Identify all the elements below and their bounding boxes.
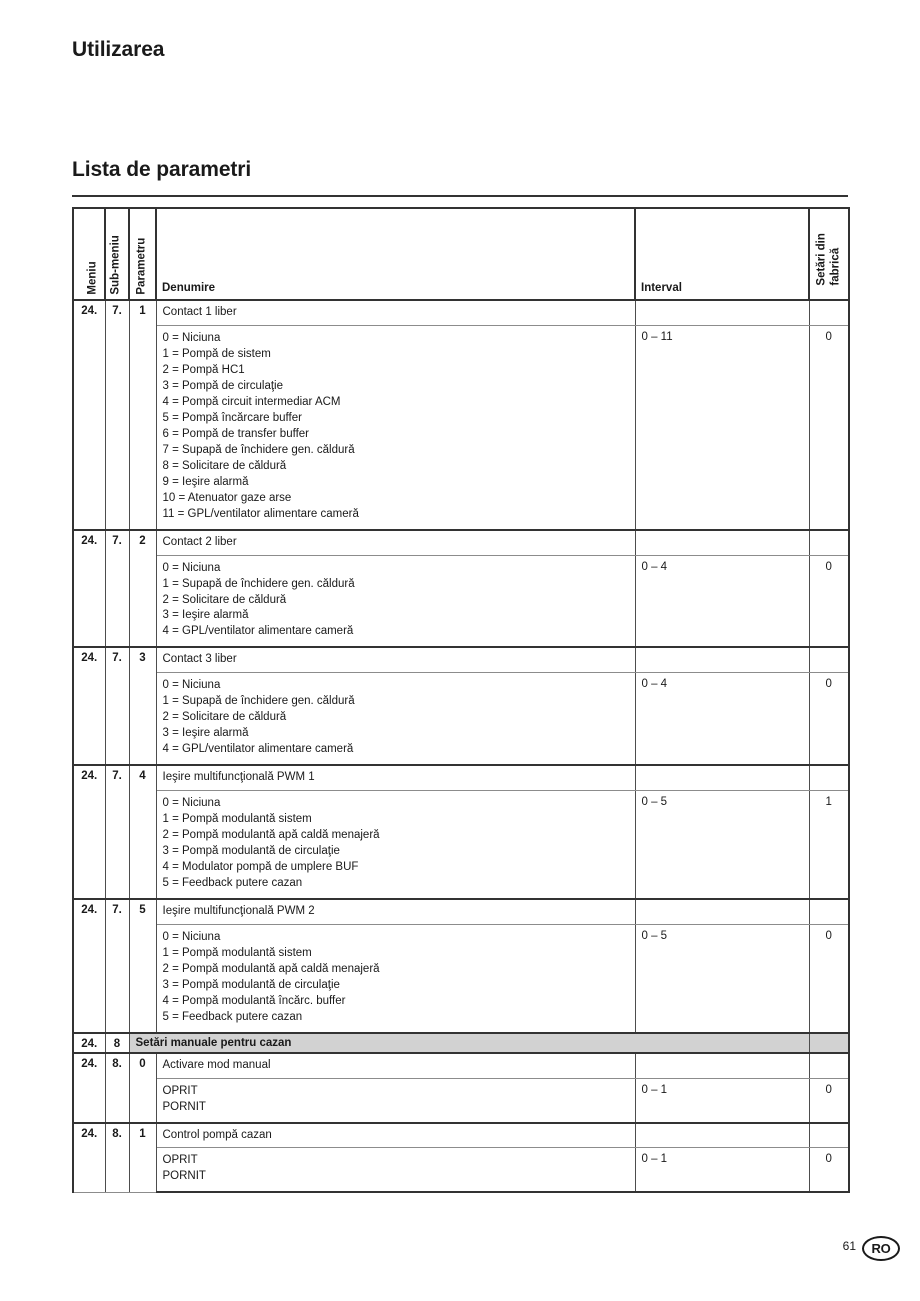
- running-head: Utilizarea: [72, 38, 165, 61]
- parameter-name: Contact 1 liber: [156, 300, 635, 325]
- option-line: 10 = Atenuator gaze arse: [162, 491, 292, 504]
- section-title-fill: [809, 1033, 849, 1053]
- parameter-factory: 0: [809, 1148, 849, 1192]
- parameter-options: [156, 673, 635, 765]
- parameter-factory: 0: [809, 673, 849, 765]
- table-header-row: [73, 208, 849, 300]
- parameter-interval: 0 – 5: [635, 924, 809, 1032]
- option-line: 3 = Ieşire alarmă: [162, 609, 249, 622]
- parameter-row: [73, 1053, 849, 1078]
- section-menu: 24.: [73, 1033, 105, 1053]
- option-line: 4 = Pompă modulantă încărc. buffer: [162, 994, 346, 1007]
- parameter-row: [73, 899, 849, 924]
- parameter-factory-empty: [809, 765, 849, 790]
- option-line: 1 = Supapă de închidere gen. căldură: [162, 577, 355, 590]
- parameter-interval: 0 – 1: [635, 1148, 809, 1192]
- page-number: 61: [842, 1239, 856, 1253]
- section-row: [73, 1033, 849, 1053]
- parameter-submenu: 7.: [105, 899, 129, 1033]
- parameter-factory: 0: [809, 555, 849, 647]
- column-header-submenu-label: Sub-meniu: [109, 234, 122, 295]
- parameter-options-row: [73, 325, 849, 529]
- option-line: 4 = Modulator pompă de umplere BUF: [162, 861, 359, 874]
- parameter-options: [156, 791, 635, 899]
- parameter-factory: 1: [809, 791, 849, 899]
- parameter-interval-empty: [635, 1053, 809, 1078]
- parameter-row: [73, 1123, 849, 1148]
- parameter-factory-empty: [809, 1123, 849, 1148]
- parameter-row: [73, 530, 849, 555]
- parameter-interval: 0 – 4: [635, 673, 809, 765]
- option-line: 6 = Pompă de transfer buffer: [162, 427, 310, 440]
- column-header-parameter-label: Parametru: [135, 237, 148, 295]
- option-line: 5 = Feedback putere cazan: [162, 877, 303, 890]
- parameter-options: [156, 325, 635, 529]
- option-line: 1 = Pompă de sistem: [162, 347, 271, 360]
- parameter-menu: 24.: [73, 899, 105, 1033]
- option-line: 2 = Pompă modulantă apă caldă menajeră: [162, 962, 380, 975]
- option-line: 4 = GPL/ventilator alimentare cameră: [162, 625, 354, 638]
- parameter-interval: 0 – 4: [635, 555, 809, 647]
- parameter-number: 1: [129, 300, 156, 530]
- option-line: 0 = Niciuna: [162, 930, 221, 943]
- column-header-menu-label: Meniu: [86, 261, 99, 295]
- parameter-menu: 24.: [73, 765, 105, 899]
- option-line: 2 = Pompă HC1: [162, 363, 245, 376]
- column-header-interval-label: Interval: [641, 282, 682, 294]
- parameter-factory-empty: [809, 1053, 849, 1078]
- column-header-factory-line2: fabrică: [829, 247, 841, 286]
- option-line: 0 = Niciuna: [162, 679, 221, 692]
- parameter-factory: 0: [809, 325, 849, 529]
- option-line: 7 = Supapă de închidere gen. căldură: [162, 443, 355, 456]
- parameter-interval-empty: [635, 530, 809, 555]
- parameter-submenu: 7.: [105, 647, 129, 765]
- title-divider: [72, 195, 848, 197]
- parameter-options: [156, 555, 635, 647]
- column-header-factory-line1: Setări din: [815, 233, 828, 286]
- option-line: PORNIT: [162, 1100, 206, 1113]
- parameter-row: [73, 647, 849, 672]
- parameter-name: Control pompă cazan: [156, 1123, 635, 1148]
- parameter-submenu: 7.: [105, 765, 129, 899]
- parameter-interval-empty: [635, 899, 809, 924]
- parameter-menu: 24.: [73, 300, 105, 530]
- option-line: 3 = Pompă modulantă de circulaţie: [162, 978, 340, 991]
- option-line: 4 = Pompă circuit intermediar ACM: [162, 395, 341, 408]
- parameter-row: [73, 300, 849, 325]
- parameter-options-row: [73, 1078, 849, 1122]
- option-line: 5 = Feedback putere cazan: [162, 1010, 303, 1023]
- parameter-factory: 0: [809, 1078, 849, 1122]
- parameter-number: 3: [129, 647, 156, 765]
- parameter-interval: 0 – 5: [635, 791, 809, 899]
- parameter-options: [156, 924, 635, 1032]
- parameter-options: [156, 1148, 635, 1192]
- parameter-options-row: [73, 791, 849, 899]
- parameter-factory-empty: [809, 530, 849, 555]
- parameter-interval-empty: [635, 300, 809, 325]
- option-line: 0 = Niciuna: [162, 331, 221, 344]
- table-header: [73, 208, 849, 300]
- option-line: 0 = Niciuna: [162, 561, 221, 574]
- page-title: Lista de parametri: [72, 158, 252, 181]
- option-line: 3 = Pompă modulantă de circulaţie: [162, 845, 340, 858]
- language-badge: RO: [862, 1236, 900, 1261]
- option-line: PORNIT: [162, 1170, 206, 1183]
- column-header-name: [156, 208, 635, 300]
- parameter-row: [73, 765, 849, 790]
- option-line: OPRIT: [162, 1084, 198, 1097]
- option-line: 8 = Solicitare de căldură: [162, 459, 287, 472]
- parameter-number: 4: [129, 765, 156, 899]
- option-line: 4 = GPL/ventilator alimentare cameră: [162, 743, 354, 756]
- parameter-options: [156, 1078, 635, 1122]
- column-header-submenu: [105, 208, 129, 300]
- column-header-parameter: [129, 208, 156, 300]
- option-line: 9 = Ieşire alarmă: [162, 475, 249, 488]
- parameter-options-row: [73, 673, 849, 765]
- parameter-submenu: 8.: [105, 1053, 129, 1123]
- parameter-list-table: [72, 207, 850, 1193]
- option-line: 11 = GPL/ventilator alimentare cameră: [162, 507, 359, 520]
- column-header-interval: [635, 208, 809, 300]
- parameter-name: Ieşire multifuncţională PWM 2: [156, 899, 635, 924]
- parameter-menu: 24.: [73, 647, 105, 765]
- parameter-menu: 24.: [73, 530, 105, 648]
- parameter-name: Contact 3 liber: [156, 647, 635, 672]
- parameter-name: Contact 2 liber: [156, 530, 635, 555]
- option-line: 1 = Supapă de închidere gen. căldură: [162, 695, 355, 708]
- parameter-number: 1: [129, 1123, 156, 1193]
- option-line: 0 = Niciuna: [162, 797, 221, 810]
- option-line: 2 = Solicitare de căldură: [162, 593, 287, 606]
- parameter-interval-empty: [635, 765, 809, 790]
- parameter-name: Activare mod manual: [156, 1053, 635, 1078]
- option-line: 2 = Pompă modulantă apă caldă menajeră: [162, 829, 380, 842]
- parameter-submenu: 7.: [105, 530, 129, 648]
- parameter-number: 5: [129, 899, 156, 1033]
- parameter-submenu: 7.: [105, 300, 129, 530]
- option-line: 2 = Solicitare de căldură: [162, 711, 287, 724]
- option-line: 3 = Ieşire alarmă: [162, 727, 249, 740]
- parameter-interval-empty: [635, 647, 809, 672]
- option-line: 3 = Pompă de circulaţie: [162, 379, 283, 392]
- option-line: 1 = Pompă modulantă sistem: [162, 813, 312, 826]
- parameter-menu: 24.: [73, 1053, 105, 1123]
- table-body: [73, 300, 849, 1192]
- parameter-number: 2: [129, 530, 156, 648]
- option-line: 5 = Pompă încărcare buffer: [162, 411, 302, 424]
- parameter-factory-empty: [809, 647, 849, 672]
- parameter-factory: 0: [809, 924, 849, 1032]
- option-line: 1 = Pompă modulantă sistem: [162, 946, 312, 959]
- parameter-number: 0: [129, 1053, 156, 1123]
- parameter-interval: 0 – 1: [635, 1078, 809, 1122]
- column-header-factory: [809, 208, 849, 300]
- parameter-name: Ieşire multifuncţională PWM 1: [156, 765, 635, 790]
- option-line: OPRIT: [162, 1154, 198, 1167]
- parameter-submenu: 8.: [105, 1123, 129, 1193]
- column-header-name-label: Denumire: [162, 282, 216, 294]
- parameter-interval-empty: [635, 1123, 809, 1148]
- parameter-options-row: [73, 1148, 849, 1192]
- parameter-factory-empty: [809, 300, 849, 325]
- parameter-options-row: [73, 555, 849, 647]
- section-submenu: 8: [105, 1033, 129, 1053]
- section-title-cell: Setări manuale pentru cazan: [129, 1033, 809, 1053]
- column-header-menu: [73, 208, 105, 300]
- parameter-factory-empty: [809, 899, 849, 924]
- parameter-options-row: [73, 924, 849, 1032]
- parameter-menu: 24.: [73, 1123, 105, 1193]
- parameter-interval: 0 – 11: [635, 325, 809, 529]
